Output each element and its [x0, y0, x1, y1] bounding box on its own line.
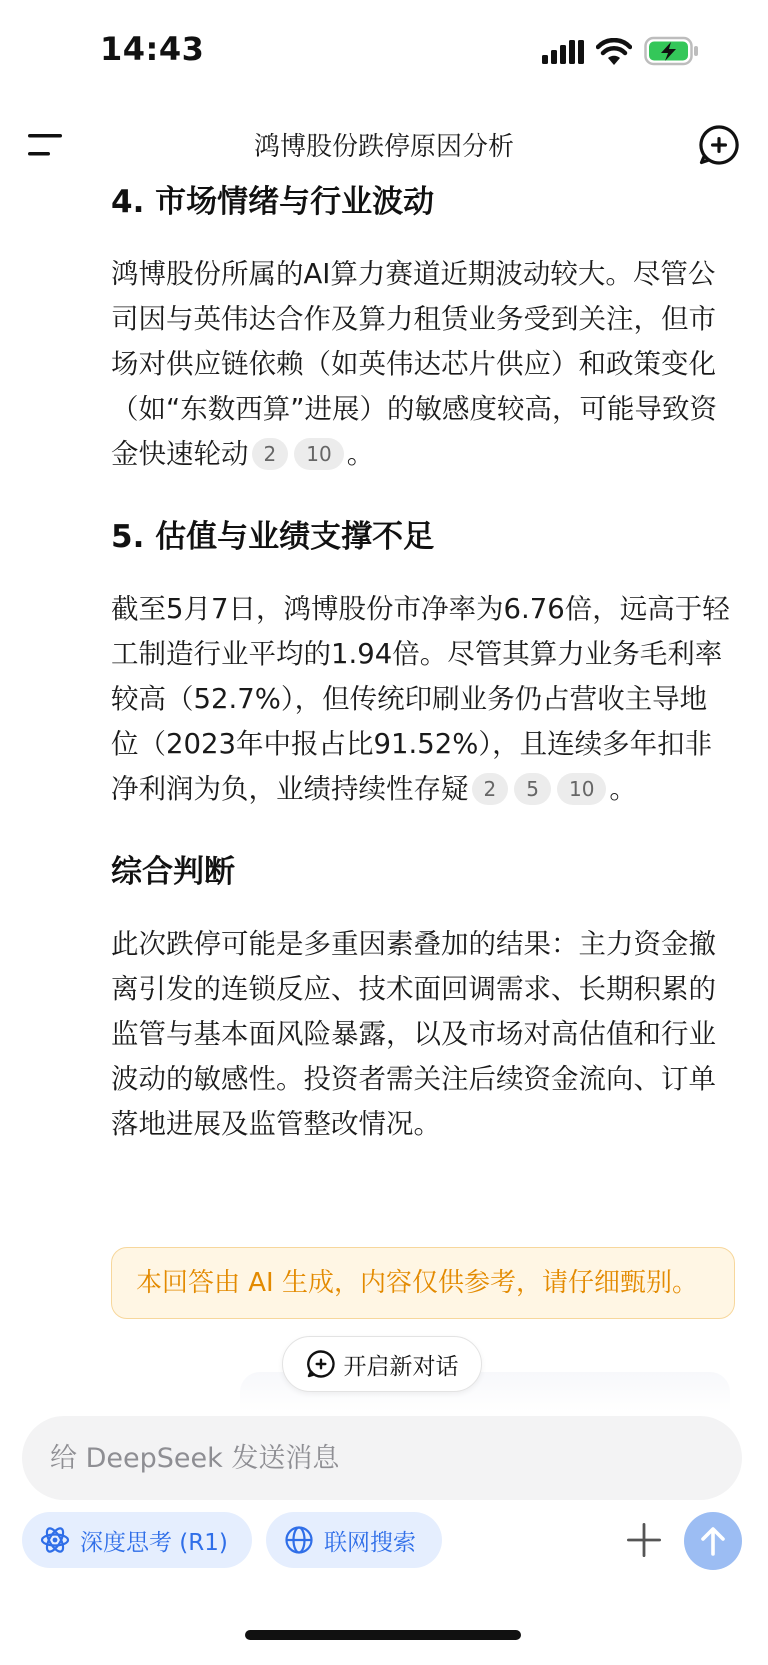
citation-chip[interactable]: 10 — [557, 773, 606, 805]
home-indicator — [245, 1630, 521, 1640]
message-input[interactable] — [50, 1443, 742, 1474]
chat-header — [0, 110, 768, 180]
web-search-button[interactable] — [266, 1512, 442, 1568]
section-heading: 综合判断 — [111, 854, 235, 890]
section-paragraph — [111, 252, 731, 477]
citation-chip[interactable]: 5 — [514, 773, 551, 805]
status-bar — [0, 0, 768, 100]
chat-plus-icon — [306, 1349, 336, 1379]
new-conversation-label: 开启新对话 — [343, 1353, 459, 1380]
paragraph-end: 。 — [346, 438, 375, 470]
section-paragraph — [111, 587, 731, 812]
ai-disclaimer: 本回答由 AI 生成，内容仅供参考，请仔细甄别。 — [111, 1247, 735, 1319]
new-conversation-button[interactable] — [282, 1336, 482, 1392]
send-button[interactable] — [684, 1512, 742, 1570]
web-search-label: 联网搜索 — [324, 1529, 416, 1556]
citation-chip[interactable]: 2 — [252, 438, 289, 470]
paragraph-end: 。 — [609, 773, 637, 805]
page-title: 鸿博股份跌停原因分析 — [253, 132, 514, 162]
message-input-container[interactable] — [22, 1416, 742, 1500]
signal-icon — [542, 40, 584, 64]
section-heading: 4. 市场情绪与行业波动 — [111, 184, 435, 220]
deep-think-label: 深度思考 (R1) — [80, 1529, 228, 1556]
citation-chip[interactable]: 10 — [294, 438, 343, 470]
globe-icon — [284, 1525, 314, 1555]
paragraph-text: 截至5月7日，鸿博股份市净率为6.76倍，远高于轻工制造行业平均的1.94倍。尽管其算力业务毛利率较高（52.7%），但传统印刷业务仍占营收主导地位（2023年中报占比91.52%），且连续多年扣非净利润为负，业绩持续性存疑 — [111, 593, 730, 805]
section-heading: 5. 估值与业绩支撑不足 — [111, 519, 435, 555]
status-time: 14:43 — [100, 30, 205, 68]
paragraph-text: 鸿博股份所属的AI算力赛道近期波动较大。尽管公司因与英伟达合作及算力租赁业务受到关注，但市场对供应链依赖（如英伟达芯片供应）和政策变化（如“东数西算”进展）的敏感度较高，可能导致资金快速轮动 — [111, 258, 717, 470]
wifi-icon — [596, 38, 632, 66]
paragraph-text: 此次跌停可能是多重因素叠加的结果：主力资金撤离引发的连锁反应、技术面回调需求、长期积累的监管与基本面风险暴露，以及市场对高估值和行业波动的敏感性。投资者需关注后续资金流向、订单落地进展及监管整改情况。 — [111, 928, 716, 1140]
battery-charging-icon — [644, 36, 700, 66]
section-paragraph — [111, 922, 731, 1147]
plus-icon[interactable] — [624, 1520, 664, 1560]
new-chat-icon[interactable] — [698, 124, 740, 166]
assistant-message — [111, 180, 731, 1147]
atom-icon — [40, 1525, 70, 1555]
citation-chip[interactable]: 2 — [472, 773, 509, 805]
input-toolbar — [0, 1512, 768, 1572]
arrow-up-icon — [696, 1524, 730, 1558]
deep-think-button[interactable] — [22, 1512, 252, 1568]
